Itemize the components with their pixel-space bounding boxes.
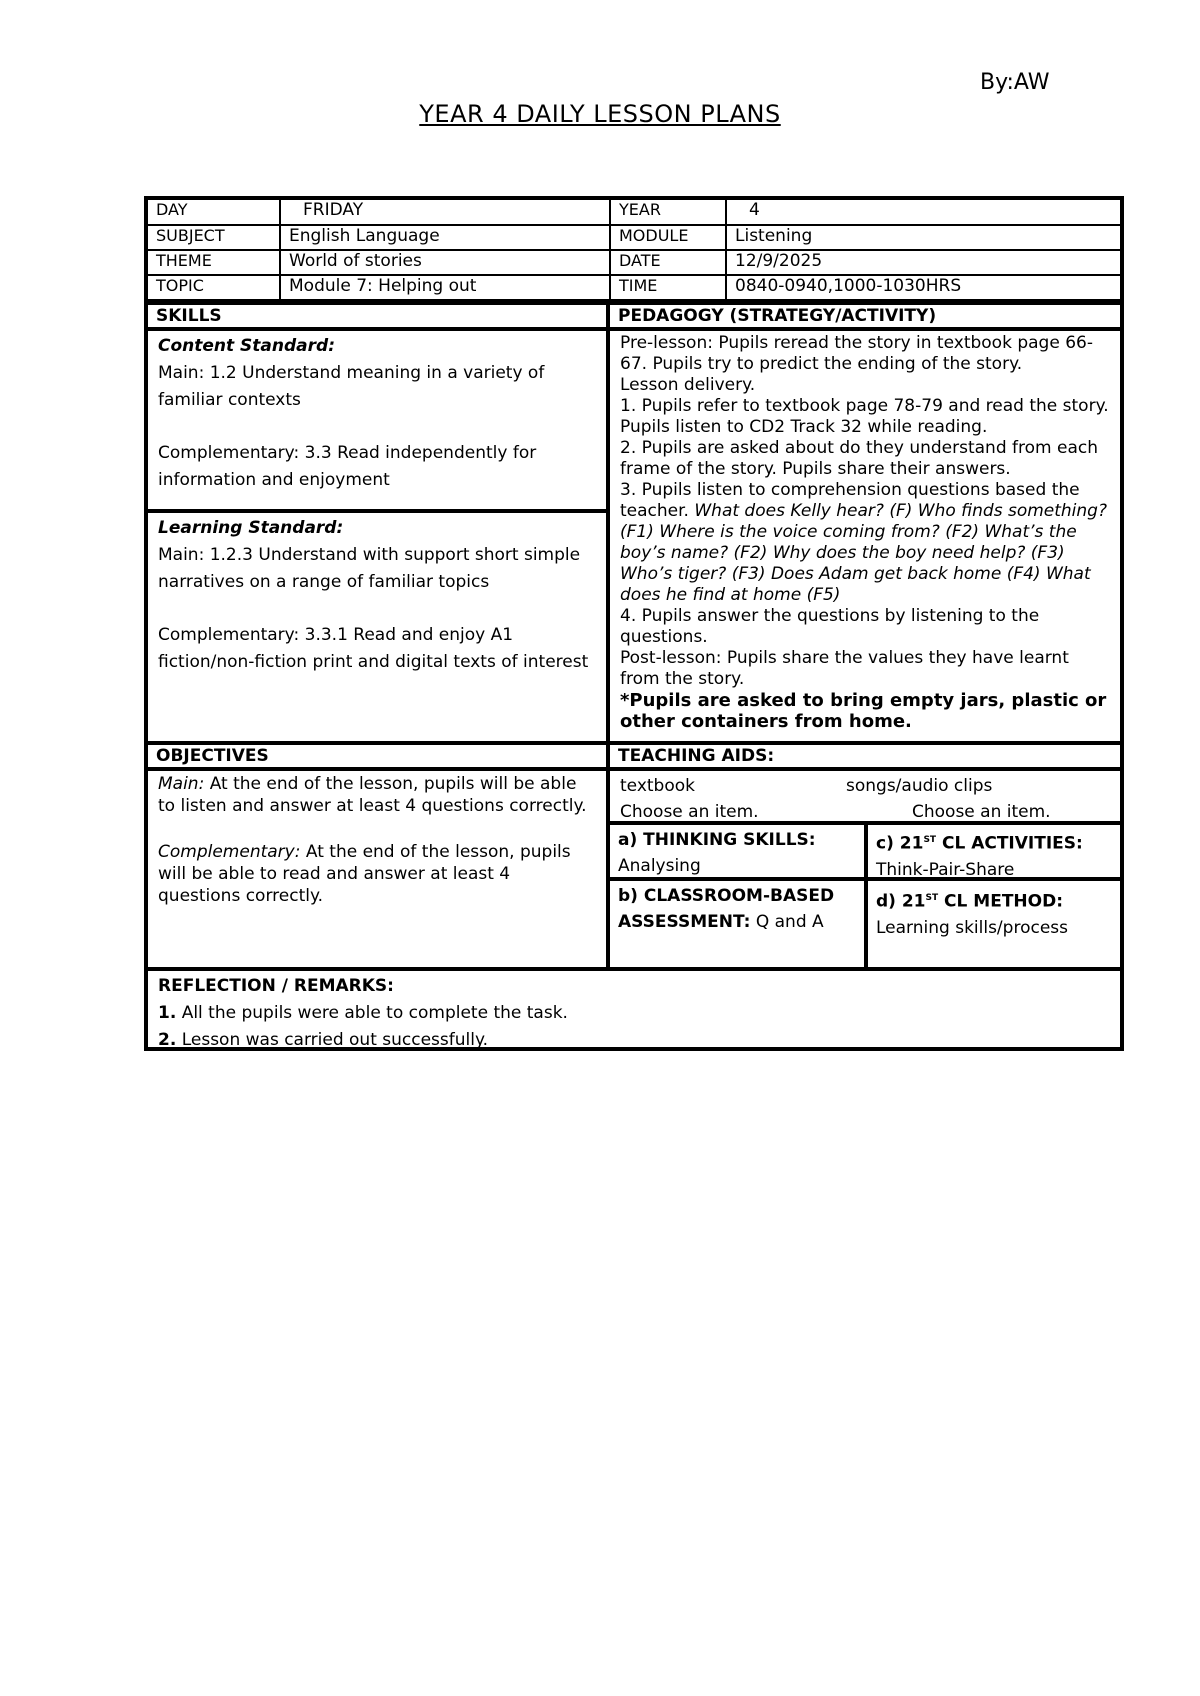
cl-method: d) 21ST CL METHOD: Learning skills/process bbox=[868, 881, 1120, 967]
learning-standard-main: Main: 1.2.3 Understand with support short simple narratives on a range of familiar topics bbox=[158, 545, 581, 592]
year-value: 4 bbox=[726, 200, 1120, 225]
subject-value: English Language bbox=[280, 225, 610, 250]
reflection-item-1: 1. All the pupils were able to complete the task. bbox=[158, 1003, 568, 1023]
teaching-aids-list bbox=[610, 771, 1120, 825]
pedagogy-heading: PEDAGOGY (STRATEGY/ACTIVITY) bbox=[618, 306, 937, 326]
step-4: 4. Pupils answer the questions by listening to the questions. bbox=[620, 606, 1040, 647]
content-standard bbox=[148, 331, 606, 513]
pedagogy-body bbox=[610, 331, 1120, 737]
date-value: 12/9/2025 bbox=[726, 250, 1120, 275]
page-title: YEAR 4 DAILY LESSON PLANS bbox=[419, 100, 781, 128]
day-label: DAY bbox=[148, 200, 280, 225]
teaching-aid-4: Choose an item. bbox=[912, 802, 1051, 822]
date-label: DATE bbox=[610, 250, 726, 275]
time-label: TIME bbox=[610, 275, 726, 300]
lesson-delivery: Lesson delivery. bbox=[620, 375, 756, 395]
day-value: FRIDAY bbox=[280, 200, 610, 225]
post-lesson: Post-lesson: Pupils share the values they have learnt from the story. bbox=[620, 648, 1069, 689]
step-3-questions: What does Kelly hear? (F) Who finds something? (F1) Where is the voice coming from? (F2) What’s the boy’s name? (F2) Why does the boy need help? (F3) Who’s tiger? (F3) Does Adam get back home (F4) What does he find at home (F5) bbox=[620, 501, 1107, 605]
learning-standard bbox=[148, 513, 606, 741]
classroom-assessment-value: Q and A bbox=[750, 912, 824, 932]
objective-complementary: Complementary: At the end of the lesson, pupils will be able to read and answer at least 4 questions correctly. bbox=[158, 842, 571, 906]
step-1: 1. Pupils refer to textbook page 78-79 and read the story. Pupils listen to CD2 Track 32 while reading. bbox=[620, 396, 1109, 437]
thinking-skills: a) THINKING SKILLS: Analysing bbox=[610, 825, 868, 877]
teaching-aid-1: textbook bbox=[620, 776, 695, 796]
year-label: YEAR bbox=[610, 200, 726, 225]
bring-items-note: *Pupils are asked to bring empty jars, plastic or other containers from home. bbox=[620, 690, 1107, 732]
author-label: By:AW bbox=[980, 70, 1050, 95]
info-table bbox=[148, 200, 1120, 301]
subject-label: SUBJECT bbox=[148, 225, 280, 250]
content-standard-main: Main: 1.2 Understand meaning in a variety of familiar contexts bbox=[158, 363, 545, 410]
skills-heading: SKILLS bbox=[148, 305, 610, 327]
reflection-item-2: 2. Lesson was carried out successfully. bbox=[158, 1030, 489, 1050]
teaching-aid-2: songs/audio clips bbox=[846, 776, 993, 796]
lesson-plan-table bbox=[144, 196, 1124, 1051]
reflection-heading: REFLECTION / REMARKS: bbox=[158, 976, 394, 996]
objectives-heading: OBJECTIVES bbox=[148, 745, 610, 767]
content-standard-complementary: Complementary: 3.3 Read independently for information and enjoyment bbox=[158, 443, 537, 490]
theme-value: World of stories bbox=[280, 250, 610, 275]
teaching-aids-heading: TEACHING AIDS: bbox=[618, 746, 775, 766]
thinking-skills-value: Analysing bbox=[618, 856, 701, 876]
content-standard-heading: Content Standard: bbox=[158, 336, 335, 356]
reflection bbox=[148, 967, 1120, 1050]
teaching-aid-3: Choose an item. bbox=[620, 802, 759, 822]
step-3: 3. Pupils listen to comprehension questions based the teacher. What does Kelly hear? (F) Who finds something? (F1) Where is the voice coming from? (F2) What’s the boy’s name? (F2) Why does the boy need help? (F3) Who’s tiger? (F3) Does Adam get back home (F4) What does he find at home (F5) bbox=[620, 480, 1107, 605]
theme-label: THEME bbox=[148, 250, 280, 275]
module-value: Listening bbox=[726, 225, 1120, 250]
topic-value: Module 7: Helping out bbox=[280, 275, 610, 300]
cl-method-value: Learning skills/process bbox=[876, 917, 1068, 938]
classroom-assessment: b) CLASSROOM-BASED ASSESSMENT: Q and A bbox=[610, 881, 868, 967]
topic-label: TOPIC bbox=[148, 275, 280, 300]
cl-activities: c) 21ST CL ACTIVITIES: Think-Pair-Share bbox=[868, 825, 1120, 877]
learning-standard-heading: Learning Standard: bbox=[158, 518, 344, 538]
pre-lesson: Pre-lesson: Pupils reread the story in textbook page 66-67. Pupils try to predict the ending of the story. bbox=[620, 333, 1093, 374]
objective-main: Main: At the end of the lesson, pupils will be able to listen and answer at least 4 questions correctly. bbox=[158, 774, 587, 816]
time-value: 0840-0940,1000-1030HRS bbox=[726, 275, 1120, 300]
objectives-body bbox=[148, 771, 610, 967]
module-label: MODULE bbox=[610, 225, 726, 250]
step-2: 2. Pupils are asked about do they understand from each frame of the story. Pupils share their answers. bbox=[620, 438, 1098, 479]
cl-activities-value: Think-Pair-Share bbox=[876, 859, 1015, 880]
learning-standard-complementary: Complementary: 3.3.1 Read and enjoy A1 fiction/non-fiction print and digital texts of interest bbox=[158, 625, 589, 672]
